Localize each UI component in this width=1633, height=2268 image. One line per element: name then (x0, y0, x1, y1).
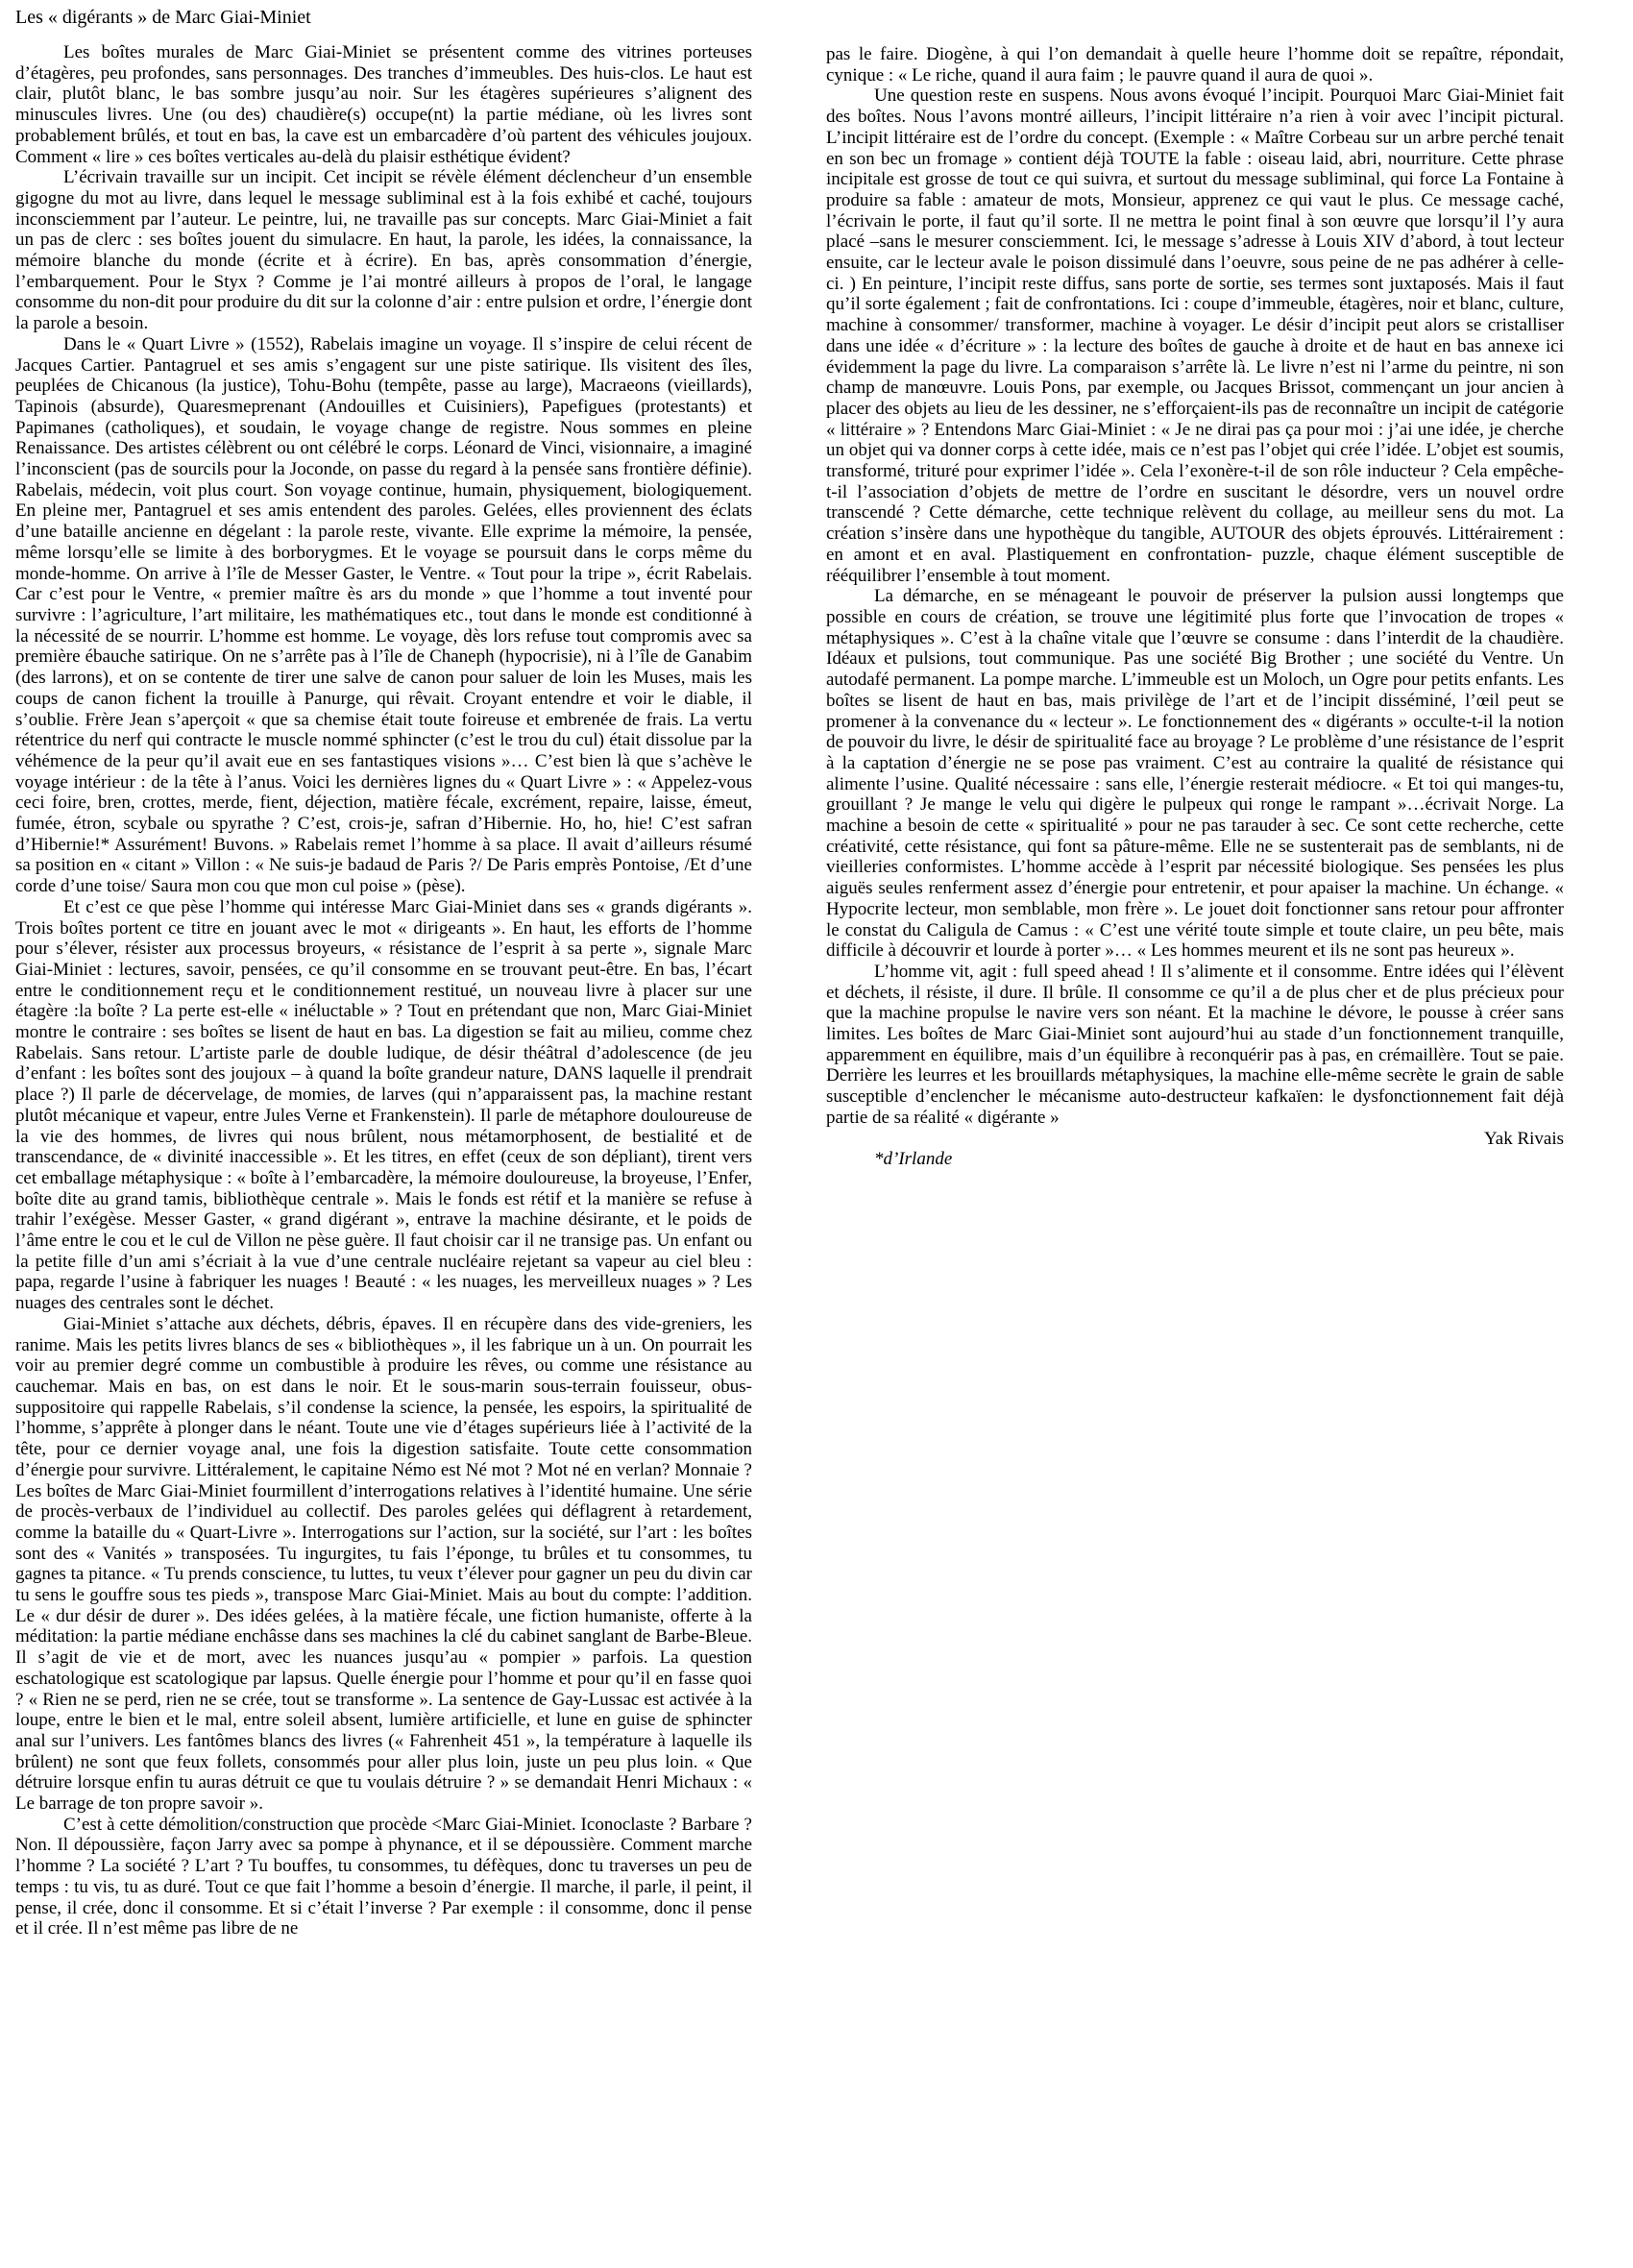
paragraph: La démarche, en se ménageant le pouvoir de préserver la pulsion aussi longtemps que possible en cours de création, se trouve une légitimité plus forte que l’invocation de tropes « métaphysiques ». C’est à la chaîne vitale que l’œuvre se consume : dans l’interdit de la chaudière. Idéaux et pulsions, tout communique. Pas une société Big Brother ; une société du Ventre. Un autodafé permanent. La pompe marche. L’immeuble est un Moloch, un Ogre pour petits enfants. Les boîtes se lisent de haut en bas, mais privilège de l’art et de l’incipit disséminé, l’œil peut se promener à la convenance du « lecteur ». Le fonctionnement des « digérants » occulte-t-il la notion de pouvoir du livre, le désir de spiritualité face au broyage ? Le problème d’une résistance de l’esprit à la captation d’énergie ne se pose pas vraiment. C’est au contraire la qualité de résistance qui alimente l’usine. Qualité nécessaire : sans elle, l’énergie resterait médiocre. « Et toi qui manges-tu, grouillant ? Je mange le velu qui digère le pulpeux qui ronge le rampant »…écrivait Norge. La machine a besoin de cette « spiritualité » pour ne pas tarauder à sec. Ce sont cette recherche, cette créativité, cette résistance, qui font sa pâture-même. Elle ne se sustenterait pas de semblants, ni de vieilleries conformistes. L’homme accède à l’esprit par nécessité biologique. Ses pensées les plus aiguës seules renferment assez d’énergie pour entretenir, et pour apaiser la machine. Un échange. « Hypocrite lecteur, mon semblable, mon frère ». Le jouet doit fonctionner sans retour pour affronter le constat du Caligula de Camus : « C’est une vérité toute simple et toute claire, un peu bête, mais difficile à découvrir et lourde à porter »… « Les hommes meurent et ils ne sont pas heureux ». (826, 586, 1564, 962)
paragraph: C’est à cette démolition/construction que procède <Marc Giai-Miniet. Iconoclaste ? Barbare ? Non. Il dépoussière, façon Jarry avec sa pompe à phynance, et il se dépoussière. Comment marche l’homme ? La société ? L’art ? Tu bouffes, tu consommes, tu défèques, donc tu traverses un peu de temps : tu vis, tu as duré. Tout ce que fait l’homme a besoin d’énergie. Il marche, il parle, il peint, il pense, il crée, donc il consomme. Et si c’était l’inverse ? Par exemple : il consomme, donc il pense et il crée. Il n’est même pas libre de ne (15, 1814, 752, 1939)
paragraph-continuation: pas le faire. Diogène, à qui l’on demandait à quelle heure l’homme doit se repaître, répondait, cynique : « Le riche, quand il aura faim ; le pauvre quand il aura de quoi ». (826, 44, 1564, 85)
footnote: *d’Irlande (874, 1149, 953, 1170)
left-column (15, 42, 752, 1939)
author-signature: Yak Rivais (1483, 1128, 1564, 1149)
page-title: Les « digérants » de Marc Giai-Miniet (15, 7, 311, 28)
paragraph: Dans le « Quart Livre » (1552), Rabelais imagine un voyage. Il s’inspire de celui récent de Jacques Cartier. Pantagruel et ses amis s’engagent sur une piste satirique. Ils visitent des îles, peuplées de Chicanous (la justice), Tohu-Bohu (tempête, passe au large), Macraeons (vieillards), Tapinois (absurde), Quaresmeprenant (Andouilles et Cuisiniers), Papefigues (protestants) et Papimanes (catholiques), et soudain, le voyage change de registre. Nous sommes en pleine Renaissance. Des artistes célèbrent ou ont célébré le corps. Léonard de Vinci, visionnaire, a imaginé l’inconscient (pas de sourcils pour la Joconde, on passe du regard à la pensée sans frontière définie). Rabelais, médecin, voit plus court. Son voyage continue, humain, physiquement, biologiquement. En pleine mer, Pantagruel et ses amis entendent des paroles. Gelées, elles proviennent des éclats d’une bataille ancienne en dégelant : la parole reste, vivante. Elle exprime la mémoire, la pensée, même lorsqu’elle se limite à des borborygmes. Et le voyage se poursuit dans le corps même du monde-homme. On arrive à l’île de Messer Gaster, le Ventre. « Tout pour la tripe », écrit Rabelais. Car c’est pour le Ventre, « premier maître ès ars du monde » que l’homme a tout inventé pour survivre : l’agriculture, l’art militaire, les mathématiques etc., tout dans le monde est conditionné à la nécessité de se nourrir. L’homme est homme. Le voyage, dès lors refuse tout compromis avec sa première ébauche satirique. On ne s’arrête pas à l’île de Chaneph (hypocrisie), ni à l’île de Ganabim (des larrons), et on se contente de tirer une salve de canon pour saluer de loin les Muses, mais les coups de canon fichent la trouille à Panurge, qui rêvait. Croyant entendre et voir le diable, il s’oublie. Frère Jean s’aperçoit « que sa chemise était toute foireuse et embrenée de frais. La vertu rétentrice du nerf qui contracte le muscle nommé sphincter (c’est le trou du cul) était dissolue par la véhémence de la peur qu’il avait eue en ses fantastiques visions »… C’est bien là que s’achève le voyage intérieur : de la tête à l’anus. Voici les dernières lignes du « Quart Livre » : « Appelez-vous ceci foire, bren, crottes, merde, fient, déjection, matière fécale, excrément, repaire, laisse, émeut, fumée, étron, scybale ou spyrathe ? C’est, crois-je, safran d’Hibernie. Ho, ho, hie! C’est safran d’Hibernie!* Assurément! Buvons. » Rabelais remet l’homme à sa place. Il avait d’ailleurs résumé sa position en « citant » Villon : « Ne suis-je badaud de Paris ?/ De Paris emprès Pontoise, /Et d’une corde d’une toise/ Saura mon cou que mon cul poise » (pèse). (15, 333, 752, 897)
right-column (826, 44, 1564, 1170)
paragraph: Les boîtes murales de Marc Giai-Miniet se présentent comme des vitrines porteuses d’étagères, peu profondes, sans personnages. Des tranches d’immeubles. Des huis-clos. Le haut est clair, plutôt blanc, le bas sombre jusqu’au noir. Sur les étagères supérieures s’alignent des minuscules livres. Une (ou des) chaudière(s) occupe(nt) la partie médiane, où les livres sont probablement brûlés, et tout en bas, la cave est un embarcadère d’où partent des véhicules joujoux. Comment « lire » ces boîtes verticales au-delà du plaisir esthétique évident? (15, 42, 752, 167)
paragraph: Giai-Miniet s’attache aux déchets, débris, épaves. Il en récupère dans des vide-greniers, les ranime. Mais les petits livres blancs de ses « bibliothèques », il les fabrique un à un. On pourrait les voir au premier degré comme un combustible à produire les rêves, ou comme une résistance au cauchemar. Mais en bas, on est dans le noir. Et le sous-marin sous-terrain fouisseur, obus-suppositoire qui rappelle Rabelais, s’il condense la science, la pensée, les espoirs, la spiritualité de l’homme, s’apprête à plonger dans le néant. Toute une vie d’étages supérieurs liée à l’activité de la tête, pour ce dernier voyage anal, une fois la digestion satisfaite. Toute cette consommation d’énergie pour survivre. Littéralement, le capitaine Némo est Né mot ? Mot né en verlan? Monnaie ? Les boîtes de Marc Giai-Miniet fourmillent d’interrogations relatives à l’identité humaine. Une série de procès-verbaux de l’individuel au collectif. Des paroles gelées qui déflagrent à retardement, comme la bataille du « Quart-Livre ». Interrogations sur l’action, sur la société, sur l’art : les boîtes sont des « Vanités » transposées. Tu ingurgites, tu fais l’éponge, tu brûles et tu consommes, tu gagnes ta pitance. « Tu prends conscience, tu luttes, tu veux t’élever pour gagner un peu du divin car tu sens le gouffre sous tes pieds », transpose Marc Giai-Miniet. Mais au bout du compte: l’addition. Le « dur désir de durer ». Des idées gelées, à la matière fécale, une fiction humaniste, offerte à la méditation: la partie médiane enchâsse dans ses machines la clé du cabinet sanglant de Barbe-Bleue. Il s’agit de vie et de mort, avec les nuances jusqu’au « pompier » parfois. La question eschatologique est scatologique par lapsus. Quelle énergie pour l’homme et pour qu’il en fasse quoi ? « Rien ne se perd, rien ne se crée, tout se transforme ». La sentence de Gay-Lussac est activée à la loupe, entre le bien et le mal, entre soleil absent, lumière artificielle, et lune en guise de sphincter anal sur l’univers. Les fantômes blancs des livres (« Fahrenheit 451 », la température à laquelle ils brûlent) ne sont que feux follets, consommés pour aller plus loin, juste un peu plus loin. « Que détruire lorsque enfin tu auras détruit ce que tu voulais détruire ? » se demandait Henri Michaux : « Le barrage de ton propre savoir ». (15, 1313, 752, 1815)
paragraph: L’homme vit, agit : full speed ahead ! Il s’alimente et il consomme. Entre idées qui l’élèvent et déchets, il résiste, il dure. Il brûle. Il consomme ce qu’il a de plus cher et de plus précieux pour que la machine propulse le navire vers son néant. Et la machine le dévore, le pousse à créer sans limites. Les boîtes de Marc Giai-Miniet sont aujourd’hui au stade d’un fonctionnement tranquille, apparemment en équilibre, mais d’un équilibre à reconquérir pas à pas, en crémaillère. Tout se paie. Derrière les leurres et les brouillards métaphysiques, la machine elle-même secrète le grain de sable susceptible d’enclencher le mécanisme auto-destructeur kafkaïen: le dysfonctionnement fait déjà partie de sa réalité « digérante » (826, 961, 1564, 1128)
paragraph: Et c’est ce que pèse l’homme qui intéresse Marc Giai-Miniet dans ses « grands digérants ». Trois boîtes portent ce titre en jouant avec le mot « dirigeants ». En haut, les efforts de l’homme pour s’élever, résister aux processus broyeurs, « résistance de l’esprit à sa perte », signale Marc Giai-Miniet : lectures, savoir, pensées, ce qu’il consomme en se trouvant peut-être. En bas, l’écart entre le conditionnement reçu et le conditionnement restitué, un nouveau livre à placer sur une étagère :la boîte ? La perte est-elle « inéluctable » ? Tout en prétendant que non, Marc Giai-Miniet montre le contraire : ses boîtes se lisent de haut en bas. La digestion se fait au milieu, comme chez Rabelais. Sans retour. L’artiste parle de double ludique, de désir théâtral d’adolescence (de jeu d’enfant : les boîtes sont des joujoux – à quand la boîte grandeur nature, DANS laquelle il prendrait place ?) Il parle de décervelage, de momies, de larves (qui n’apparaissent pas, la machine restant plutôt mécanique et vapeur, entre Jules Verne et Frankenstein). Il parle de métaphore douloureuse de la vie des hommes, de livres qui nous brûlent, nous métamorphosent, de bestialité et de transcendance, de « divinité inaccessible ». Et les titres, en effet (ceux de son dépliant), tirent vers cet emballage métaphysique : « boîte à l’embarcadère, la mémoire douloureuse, la broyeuse, l’Enfer, boîte dite au grand tamis, bibliothèque centrale ». Mais le fonds est rétif et la manière se refuse à trahir l’exégèse. Messer Gaster, « grand digérant », entrave la machine désirante, et le poids de l’âme entre le cou et le cul de Villon ne pèse guère. Il faut choisir car il ne transige pas. Un enfant ou la petite fille d’un ami s’écriait à la vue d’une centrale nucléaire rejetant sa vapeur au ciel bleu : papa, regarde l’usine à fabriquer les nuages ! Beauté : « les nuages, les merveilleux nuages » ? Les nuages des centrales sont le déchet. (15, 896, 752, 1314)
paragraph: L’écrivain travaille sur un incipit. Cet incipit se révèle élément déclencheur d’un ensemble gigogne du mot au livre, dans lequel le message subliminal est à la fois exhibé et caché, toujours inconsciemment par l’auteur. Le peintre, lui, ne travaille pas sur concepts. Marc Giai-Miniet a fait un pas de clerc : ses boîtes jouent du simulacre. En haut, la parole, les idées, la connaissance, la mémoire blanche du monde (écrite et à écrire). En bas, après consommation d’énergie, l’embarquement. Pour le Styx ? Comme je l’ai montré ailleurs à propos de l’oral, le langage consomme du non-dit pour produire du dit sur la colonne d’air : entre pulsion et ordre, l’énergie dont la parole a besoin. (15, 167, 752, 334)
paragraph: Une question reste en suspens. Nous avons évoqué l’incipit. Pourquoi Marc Giai-Miniet fait des boîtes. Nous l’avons montré ailleurs, l’incipit littéraire n’a rien à voir avec l’incipit pictural. L’incipit littéraire est de l’ordre du concept. (Exemple : « Maître Corbeau sur un arbre perché tenait en son bec un fromage » contient déjà TOUTE la fable : oiseau laid, abri, nourriture. Cette phrase incipitale est grosse de tout ce qui suivra, et surtout du message subliminal, qui force La Fontaine à produire sa fable : amateur de mots, Monsieur, apprenez ce qui vaut le plus. Ce message caché, l’écrivain le porte, il faut qu’il sorte. Il ne mettra le point final à son œuvre que lorsqu’il l’y aura placé –sans le mesurer consciemment. Ici, le message s’adresse à Louis XIV d’abord, à tout lecteur ensuite, car le lecteur avale le poison dissimulé dans l’oeuvre, sous peine de ne pas adhérer à celle-ci. ) En peinture, l’incipit reste diffus, sans porte de sortie, ses termes sont juxtaposés. Mais il faut qu’il sorte également ; fait de confrontations. Ici : coupe d’immeuble, étagères, noir et blanc, culture, machine à consommer/ transformer, machine à voyager. Le désir d’incipit peut alors se cristalliser dans une idée « d’écriture » : la lecture des boîtes de gauche à droite et de haut en bas annexe ici évidemment la page du livre. La comparaison s’arrête là. Le livre n’est ni l’arme du peintre, ni son champ de manœuvre. Louis Pons, par exemple, ou Jacques Brissot, commençant un jour ancien à placer des objets au lieu de les dessiner, ne s’efforçaient-ils pas de reconnaître un incipit de catégorie « littéraire » ? Entendons Marc Giai-Miniet : « Je ne dirai pas ça pour moi : j’ai une idée, je cherche un objet qui va donner corps à cette idée, mais ce n’est pas l’objet qui crée l’idée. L’objet est soumis, transformé, trituré pour exprimer l’idée ». Cela l’exonère-t-il de son rôle inducteur ? Cela empêche-t-il l’association d’objets de mettre de l’ordre en suscitant le désordre, vers un nouvel ordre transcendé ? Cette démarche, cette technique relèvent du collage, au meilleur sens du mot. La création s’insère dans une hypothèque du tangible, AUTOUR des objets éprouvés. Littérairement : en amont et en aval. Plastiquement en confrontation- puzzle, chaque élément susceptible de rééquilibrer l’ensemble à tout moment. (826, 85, 1564, 586)
